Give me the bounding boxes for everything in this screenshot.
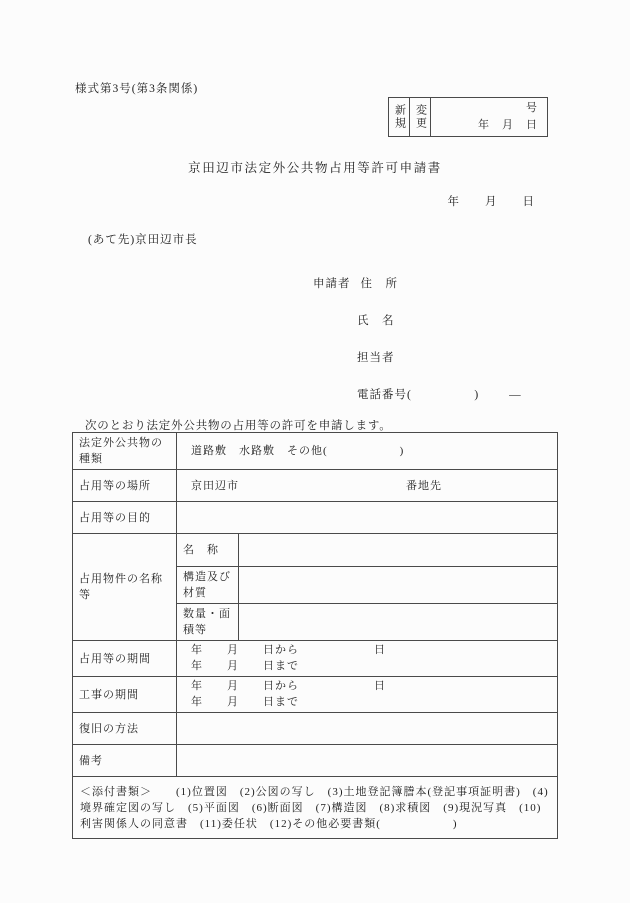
row-work-period — [73, 677, 558, 713]
place-label: 占用等の場所 — [73, 470, 177, 502]
phone-dash: ― — [509, 389, 521, 401]
status-date-label: 年 月 日 — [478, 119, 538, 131]
remarks-label: 備考 — [73, 745, 177, 777]
applicant-label: 申請者 — [313, 278, 351, 290]
applicant-contact-label: 担当者 — [357, 352, 395, 364]
object-name-label: 名 称 — [177, 534, 239, 567]
object-name-value — [239, 534, 558, 567]
place-suffix: 番地先 — [406, 479, 442, 492]
row-attachments — [73, 777, 558, 839]
work-period-label: 工事の期間 — [73, 677, 177, 713]
attachments-list: ＜添付書類＞ (1)位置図 (2)公図の写し (3)土地登記簿謄本(登記事項証明書) (4)境界確定図の写し (5)平面図 (6)断面図 (7)構造図 (8)求積図 (9)現況写真 (10)利害関係人の同意書 (11)委任状 (12)その他必要書類( ) — [73, 777, 558, 839]
place-city: 京田辺市 — [191, 479, 239, 492]
applicant-phone-label: 電話番号( ) — [357, 389, 480, 401]
object-label: 占用物件の名称等 — [73, 534, 177, 641]
application-table — [72, 432, 558, 839]
occupation-period-from: 年 月 日から — [191, 644, 299, 656]
page-title: 京田辺市法定外公共物占用等許可申請書 — [188, 161, 442, 175]
restoration-label: 復旧の方法 — [73, 713, 177, 745]
status-number-date-cell — [431, 98, 547, 136]
row-type — [73, 433, 558, 470]
restoration-value — [177, 713, 558, 745]
work-period-from: 年 月 日から — [191, 680, 299, 692]
occupation-period-value — [177, 641, 558, 677]
status-number-suffix: 号 — [526, 102, 538, 114]
type-value: 道路敷 水路敷 その他( ) — [177, 433, 558, 470]
status-change-label: 変更 — [414, 104, 427, 130]
form-number: 様式第3号(第3条関係) — [75, 83, 199, 95]
place-value — [177, 470, 558, 502]
intro-sentence: 次のとおり法定外公共物の占用等の許可を申請します。 — [85, 420, 392, 432]
type-label: 法定外公共物の種類 — [73, 433, 177, 470]
applicant-phone-line — [357, 386, 521, 402]
object-structure-value — [239, 567, 558, 604]
purpose-value — [177, 502, 558, 534]
remarks-value — [177, 745, 558, 777]
occupation-period-label: 占用等の期間 — [73, 641, 177, 677]
occupation-period-to: 年 月 日まで — [191, 659, 299, 672]
work-period-to: 年 月 日まで — [191, 695, 299, 708]
applicant-name-label: 氏 名 — [357, 315, 395, 327]
work-period-days: 日 — [374, 680, 386, 692]
object-quantity-label: 数量・面積等 — [177, 604, 239, 641]
applicant-address-line — [313, 275, 398, 291]
row-purpose — [73, 502, 558, 534]
row-place — [73, 470, 558, 502]
row-restoration — [73, 713, 558, 745]
application-date-line: 年 月 日 — [447, 196, 535, 208]
purpose-label: 占用等の目的 — [73, 502, 177, 534]
row-object-name — [73, 534, 558, 567]
row-occupation-period — [73, 641, 558, 677]
applicant-address-label: 住 所 — [360, 278, 398, 290]
addressee-line: (あて先)京田辺市長 — [88, 234, 198, 246]
object-structure-label: 構造及び材質 — [177, 567, 239, 604]
status-cell-change — [410, 98, 431, 136]
status-new-label: 新規 — [393, 104, 406, 130]
row-remarks — [73, 745, 558, 777]
occupation-period-days: 日 — [374, 644, 386, 656]
status-stamp-box — [388, 97, 548, 137]
object-quantity-value — [239, 604, 558, 641]
work-period-value — [177, 677, 558, 713]
status-cell-new — [389, 98, 410, 136]
